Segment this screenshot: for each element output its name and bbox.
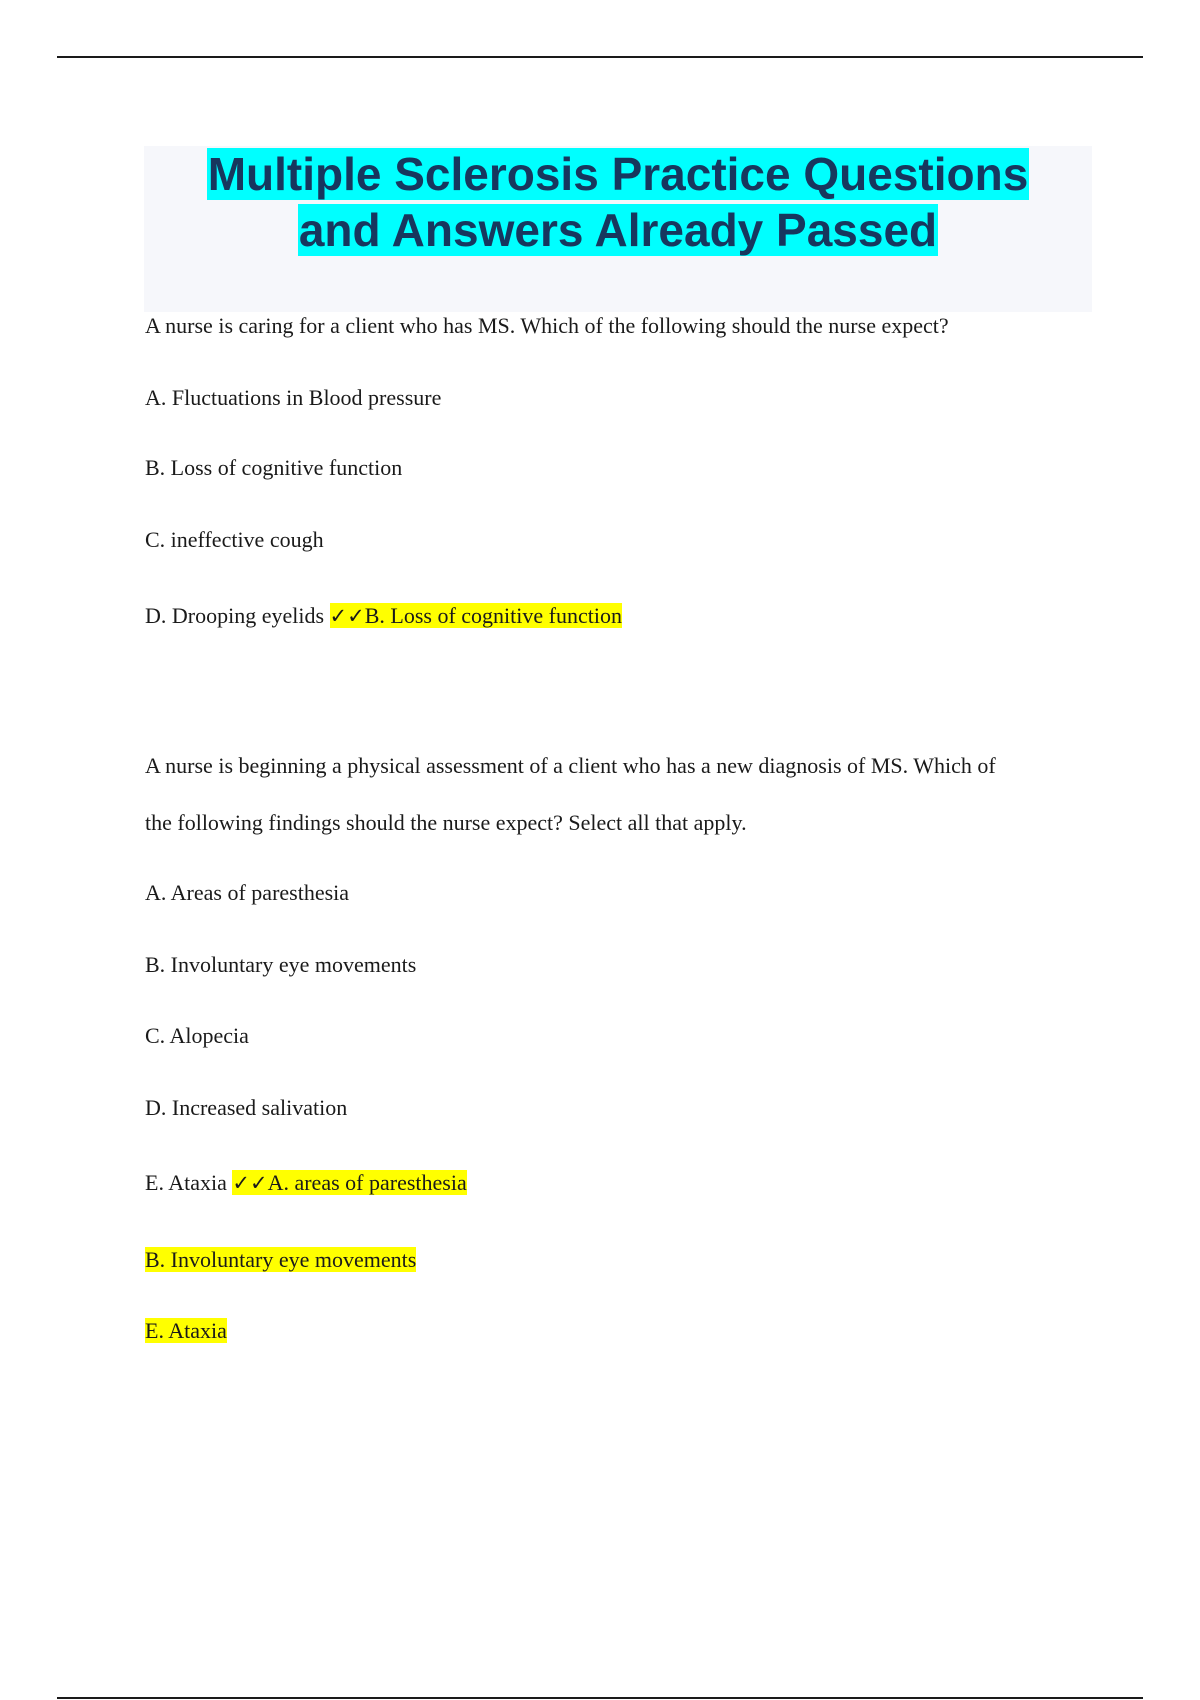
double-check-icon: ✓✓ [232, 1171, 268, 1195]
question-2-option-e-row [145, 1168, 467, 1198]
title-line-2: and Answers Already Passed [298, 204, 938, 256]
question-2-option-e: E. Ataxia [145, 1170, 227, 1195]
double-check-icon: ✓✓ [329, 604, 365, 628]
question-1-option-b: B. Loss of cognitive function [145, 455, 403, 480]
question-2-answer-3-row [145, 1316, 227, 1346]
question-1-option-d-row [145, 601, 622, 631]
question-2-stem-line-1: A nurse is beginning a physical assessment of a client who has a new diagnosis of MS. Which of [145, 753, 996, 778]
question-2-option-c: C. Alopecia [145, 1023, 249, 1048]
header-rule [57, 56, 1143, 58]
question-2-answer-2: B. Involuntary eye movements [145, 1247, 417, 1272]
question-2-answer-3: E. Ataxia [145, 1318, 227, 1343]
question-2-stem-line-2: the following findings should the nurse expect? Select all that apply. [145, 810, 747, 835]
question-2-answer-2-row [145, 1245, 416, 1275]
question-2-option-d: D. Increased salivation [145, 1095, 348, 1120]
question-1-answer [330, 603, 622, 628]
title-line-1: Multiple Sclerosis Practice Questions [207, 148, 1029, 200]
question-1-stem: A nurse is caring for a client who has MS. Which of the following should the nurse expect? [145, 313, 949, 338]
footer-rule [57, 1697, 1143, 1699]
question-2-option-a: A. Areas of paresthesia [145, 880, 350, 905]
question-1-answer-text: B. Loss of cognitive function [364, 603, 622, 628]
document-title [144, 146, 1092, 258]
question-1-option-a: A. Fluctuations in Blood pressure [145, 385, 442, 410]
question-2-answer-1-text: A. areas of paresthesia [267, 1170, 467, 1195]
question-1-option-c: C. ineffective cough [145, 527, 324, 552]
question-2-option-b: B. Involuntary eye movements [145, 952, 417, 977]
question-2-answer-1 [232, 1170, 466, 1195]
question-1-option-d: D. Drooping eyelids [145, 603, 325, 628]
